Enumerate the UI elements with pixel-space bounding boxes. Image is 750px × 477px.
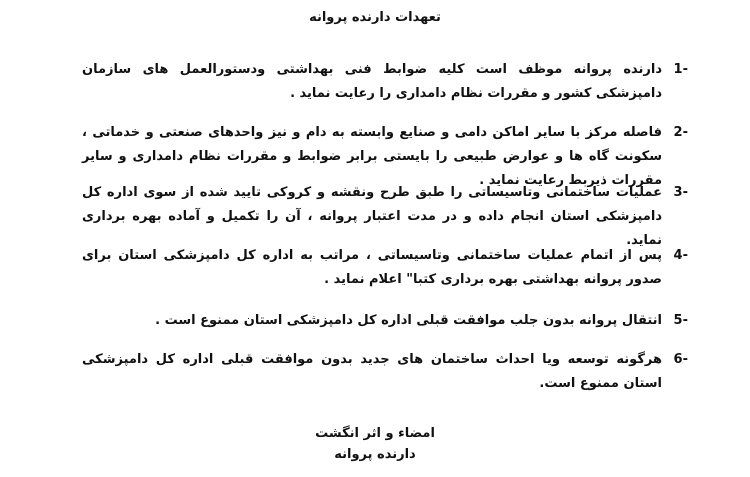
clause-number: 2- bbox=[673, 125, 688, 140]
clause-3 bbox=[82, 181, 688, 253]
clause-6 bbox=[82, 348, 688, 396]
clause-text: فاصله مرکز با سایر اماکن دامی و صنایع وابسته به دام و نیز واحدهای صنعتی و خدماتی ، سکونت گاه ها و عوارض طبیعی را بایستی برابر ضوابط و مقررات نظام دامداری و سایر مقررات ذیربط رعایت نماید . bbox=[82, 125, 662, 188]
clause-number: 5- bbox=[673, 313, 688, 328]
clause-text: انتقال پروانه بدون جلب موافقت قبلی اداره کل دامپزشکی استان ممنوع است . bbox=[155, 313, 662, 328]
clause-4 bbox=[82, 244, 688, 292]
clause-1 bbox=[82, 58, 688, 106]
signature-label: امضاء و اثر انگشت bbox=[315, 426, 435, 441]
clause-text: عملیات ساختمانی وتاسیساتی را طبق طرح ونقشه و کروکی تایید شده از سوی اداره کل دامپزشکی استان انجام داده و در مدت اعتبار پروانه ، آن را تکمیل و آماده بهره برداری نماید. bbox=[82, 185, 662, 248]
signature-holder: دارنده پروانه bbox=[334, 447, 416, 462]
clause-number: 6- bbox=[673, 352, 688, 367]
clause-number: 3- bbox=[673, 185, 688, 200]
document-title: تعهدات دارنده پروانه bbox=[309, 10, 441, 25]
clause-number: 1- bbox=[673, 62, 688, 77]
clause-number: 4- bbox=[673, 248, 688, 263]
clause-text: دارنده پروانه موظف است کلیه ضوابط فنی بهداشتی ودستورالعمل های سازمان دامپزشکی کشور و مقررات نظام دامداری را رعایت نماید . bbox=[82, 62, 662, 101]
clause-text: پس از اتمام عملیات ساختمانی وتاسیساتی ، مراتب به اداره کل دامپزشکی استان برای صدور پروانه بهداشتی بهره برداری کتبا" اعلام نماید . bbox=[82, 248, 662, 287]
clause-text: هرگونه توسعه ویا احداث ساختمان های جدید بدون موافقت قبلی اداره کل دامپزشکی استان ممنوع است. bbox=[82, 352, 662, 391]
clause-5 bbox=[82, 309, 688, 333]
